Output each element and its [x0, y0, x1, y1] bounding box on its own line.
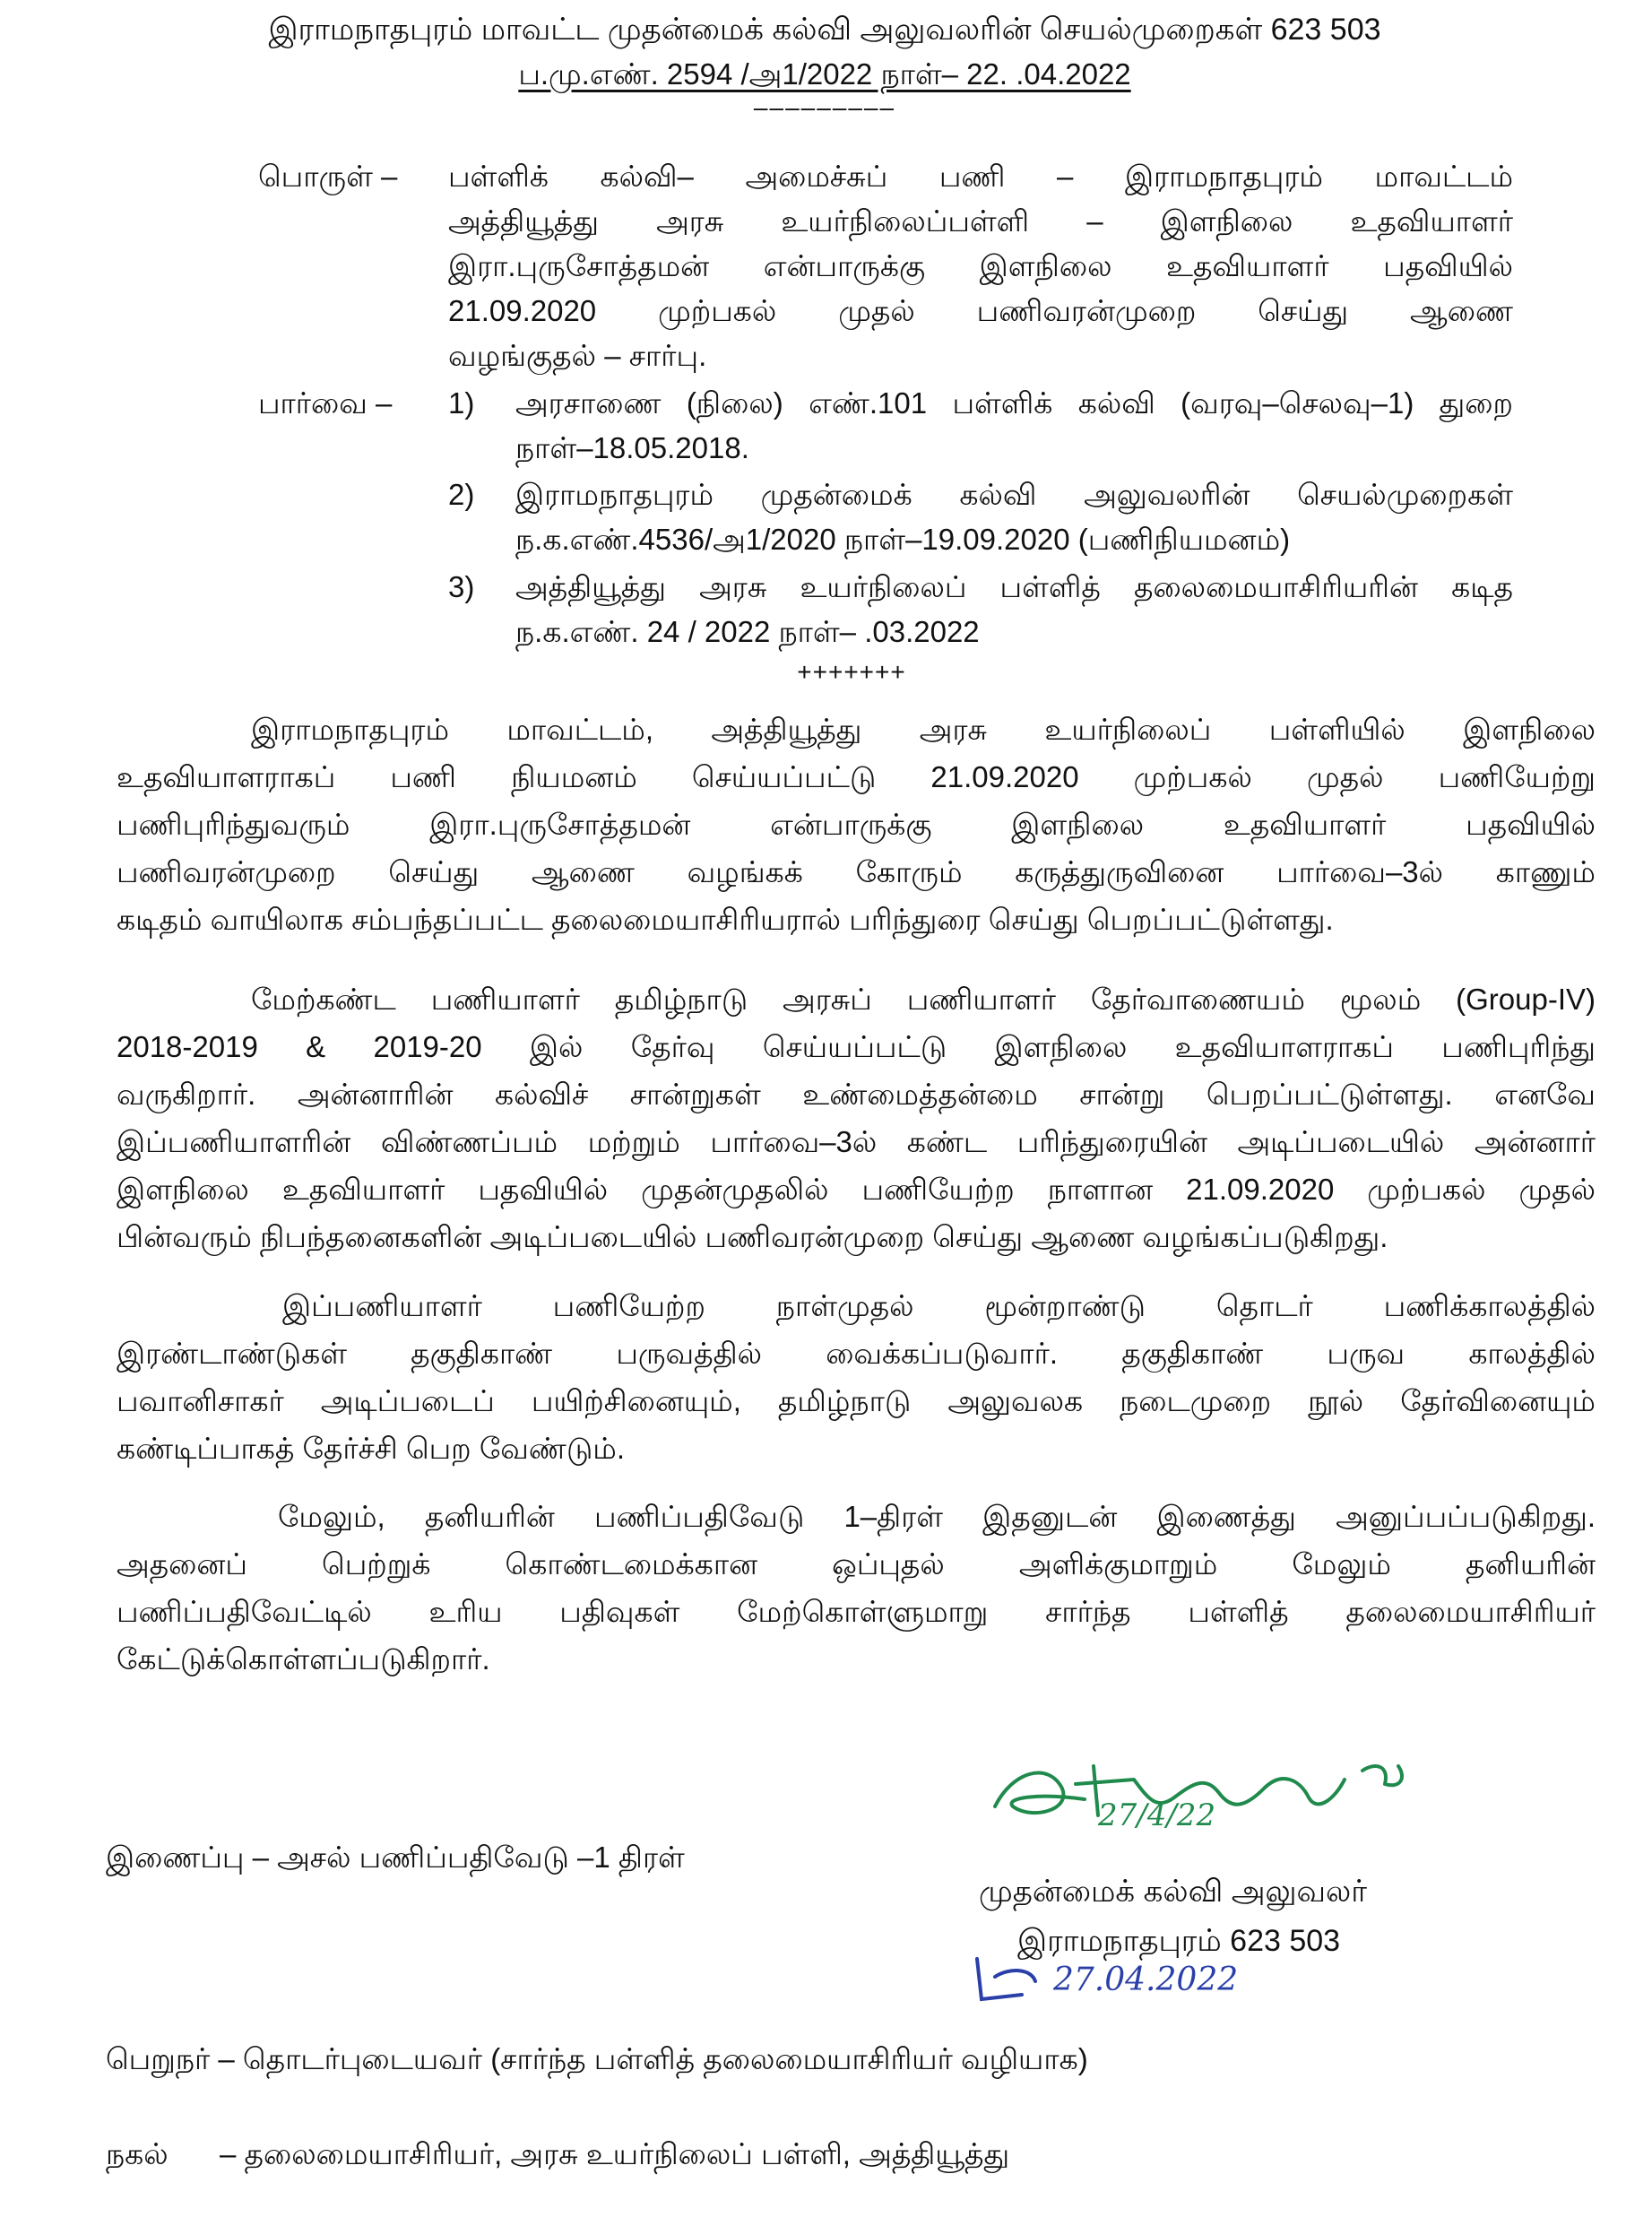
paragraph-line: இப்பணியாளர் பணியேற்ற நாள்முதல் மூன்றாண்டு தொடர் பணிக்காலத்தில்: [282, 1289, 1596, 1322]
section-divider: +++++++: [797, 658, 906, 686]
body-paragraph-1: [117, 706, 1596, 943]
paragraph-line: மேற்கண்ட பணியாளர் தமிழ்நாடு அரசுப் பணியாளர் தேர்வாணையம் மூலம் (Group-IV): [251, 983, 1596, 1016]
reference-text: அத்தியூத்து அரசு உயர்நிலைப் பள்ளித் தலைமையாசிரியரின் கடித: [515, 570, 1513, 603]
subject-block: [448, 154, 1513, 378]
body-paragraph-4: [117, 1493, 1596, 1683]
copy-text: – தலைமையாசிரியர், அரசு உயர்நிலைப் பள்ளி, அத்தியூத்து: [220, 2137, 1010, 2170]
recipient-line: பெறுநர் – தொடர்புடையவர் (சார்ந்த பள்ளித் தலைமையாசிரியர் வழியாக): [106, 2042, 1088, 2075]
paragraph-line: இராமநாதபுரம் மாவட்டம், அத்தியூத்து அரசு உயர்நிலைப் பள்ளியில் இளநிலை: [251, 713, 1596, 746]
paragraph-line: கண்டிப்பாகத் தேர்ச்சி பெற வேண்டும்.: [117, 1432, 625, 1465]
paragraph-line: பணிபுரிந்துவரும் இரா.புருசோத்தமன் என்பாருக்கு இளநிலை உதவியாளர் பதவியில்: [117, 808, 1596, 841]
references-label: பார்வை –: [258, 386, 393, 420]
reference-text: ந.க.எண். 24 / 2022 நாள்– .03.2022: [515, 615, 980, 648]
reference-item-3: [515, 565, 1513, 654]
paragraph-line: பின்வரும் நிபந்தனைகளின் அடிப்படையில் பணிவரன்முறை செய்து ஆணை வழங்கப்படுகிறது.: [117, 1220, 1388, 1253]
handwritten-date-2: 27.04.2022: [1053, 1962, 1239, 1998]
reference-text: நாள்–18.05.2018.: [515, 431, 749, 464]
paragraph-line: அதனைப் பெற்றுக் கொண்டமைக்கான ஒப்புதல் அளிக்குமாறும் மேலும் தனியரின்: [117, 1547, 1596, 1581]
officer-place: இராமநாதபுரம் 623 503: [1017, 1924, 1341, 1958]
reference-item-1: [515, 381, 1513, 471]
subject-line: வழங்குதல் – சார்பு.: [448, 339, 707, 372]
paragraph-line: பவானிசாகர் அடிப்படைப் பயிற்சினையும், தமிழ்நாடு அலுவலக நடைமுறை நூல் தேர்வினையும்: [117, 1384, 1596, 1417]
reference-number-2: 2): [448, 478, 475, 511]
paragraph-line: இப்பணியாளரின் விண்ணப்பம் மற்றும் பார்வை–3ல் கண்ட பரிந்துரையின் அடிப்படையில் அன்னார்: [117, 1125, 1596, 1158]
reference-text: அரசாணை (நிலை) எண்.101 பள்ளிக் கல்வி (வரவு–செலவு–1) துறை: [515, 386, 1513, 420]
handwritten-date: 27/4/22: [1098, 1797, 1216, 1833]
reference-number-1: 1): [448, 386, 475, 420]
reference-number: ப.மு.எண். 2594 /அ1/2022 நாள்– 22. .04.2022: [518, 57, 1131, 91]
paragraph-line: பணிவரன்முறை செய்து ஆணை வழங்கக் கோரும் கருத்துருவினை பார்வை–3ல் காணும்: [117, 855, 1596, 888]
reference-number-3: 3): [448, 570, 475, 603]
copy-label: நகல்: [106, 2137, 169, 2170]
paragraph-line: இரண்டாண்டுகள் தகுதிகாண் பருவத்தில் வைக்கப்படுவார். தகுதிகாண் பருவ காலத்தில்: [117, 1337, 1596, 1370]
reference-item-2: [515, 472, 1513, 562]
paragraph-line: பணிப்பதிவேட்டில் உரிய பதிவுகள் மேற்கொள்ளுமாறு சார்ந்த பள்ளித் தலைமையாசிரியர்: [117, 1595, 1596, 1628]
officer-designation: முதன்மைக் கல்வி அலுவலர்: [979, 1875, 1368, 1909]
subject-line: பள்ளிக் கல்வி– அமைச்சுப் பணி – இராமநாதபுரம் மாவட்டம்: [448, 160, 1513, 193]
body-paragraph-3: [117, 1282, 1596, 1472]
subject-line: அத்தியூத்து அரசு உயர்நிலைப்பள்ளி – இளநிலை உதவியாளர்: [448, 204, 1513, 238]
subject-line: இரா.புருசோத்தமன் என்பாருக்கு இளநிலை உதவியாளர் பதவியில்: [448, 249, 1513, 282]
paragraph-line: 2018-2019 & 2019-20 இல் தேர்வு செய்யப்பட்டு இளநிலை உதவியாளராகப் பணிபுரிந்து: [117, 1030, 1596, 1063]
subject-line: 21.09.2020 முற்பகல் முதல் பணிவரன்முறை செய்து ஆணை: [448, 294, 1513, 327]
body-paragraph-2: [117, 975, 1596, 1260]
paragraph-line: கடிதம் வாயிலாக சம்பந்தப்பட்ட தலைமையாசிரியரால் பரிந்துரை செய்து பெறப்பட்டுள்ளது.: [117, 903, 1334, 936]
office-heading: இராமநாதபுரம் மாவட்ட முதன்மைக் கல்வி அலுவலரின் செயல்முறைகள் 623 503: [268, 13, 1381, 47]
enclosure-line: இணைப்பு – அசல் பணிப்பதிவேடு –1 திரள்: [106, 1841, 685, 1874]
paragraph-line: கேட்டுக்கொள்ளப்படுகிறார்.: [117, 1642, 490, 1676]
paragraph-line: மேலும், தனியரின் பணிப்பதிவேடு 1–திரள் இதனுடன் இணைத்து அனுப்பப்படுகிறது.: [278, 1500, 1596, 1533]
paragraph-line: இளநிலை உதவியாளர் பதவியில் முதன்முதலில் பணியேற்ற நாளான 21.09.2020 முற்பகல் முதல்: [117, 1173, 1596, 1206]
reference-text: இராமநாதபுரம் முதன்மைக் கல்வி அலுவலரின் செயல்முறைகள்: [515, 478, 1513, 511]
paragraph-line: வருகிறார். அன்னாரின் கல்விச் சான்றுகள் உண்மைத்தன்மை சான்று பெறப்பட்டுள்ளது. எனவே: [117, 1078, 1596, 1111]
reference-text: ந.க.எண்.4536/அ1/2020 நாள்–19.09.2020 (பணிநியமனம்): [515, 523, 1291, 556]
subject-label: பொருள் –: [258, 160, 398, 193]
initials-mark: [968, 1950, 1049, 2013]
paragraph-line: உதவியாளராகப் பணி நியமனம் செய்யப்பட்டு 21.09.2020 முற்பகல் முதல் பணியேற்று: [117, 760, 1596, 793]
header-separator: –––––––––: [753, 93, 896, 121]
